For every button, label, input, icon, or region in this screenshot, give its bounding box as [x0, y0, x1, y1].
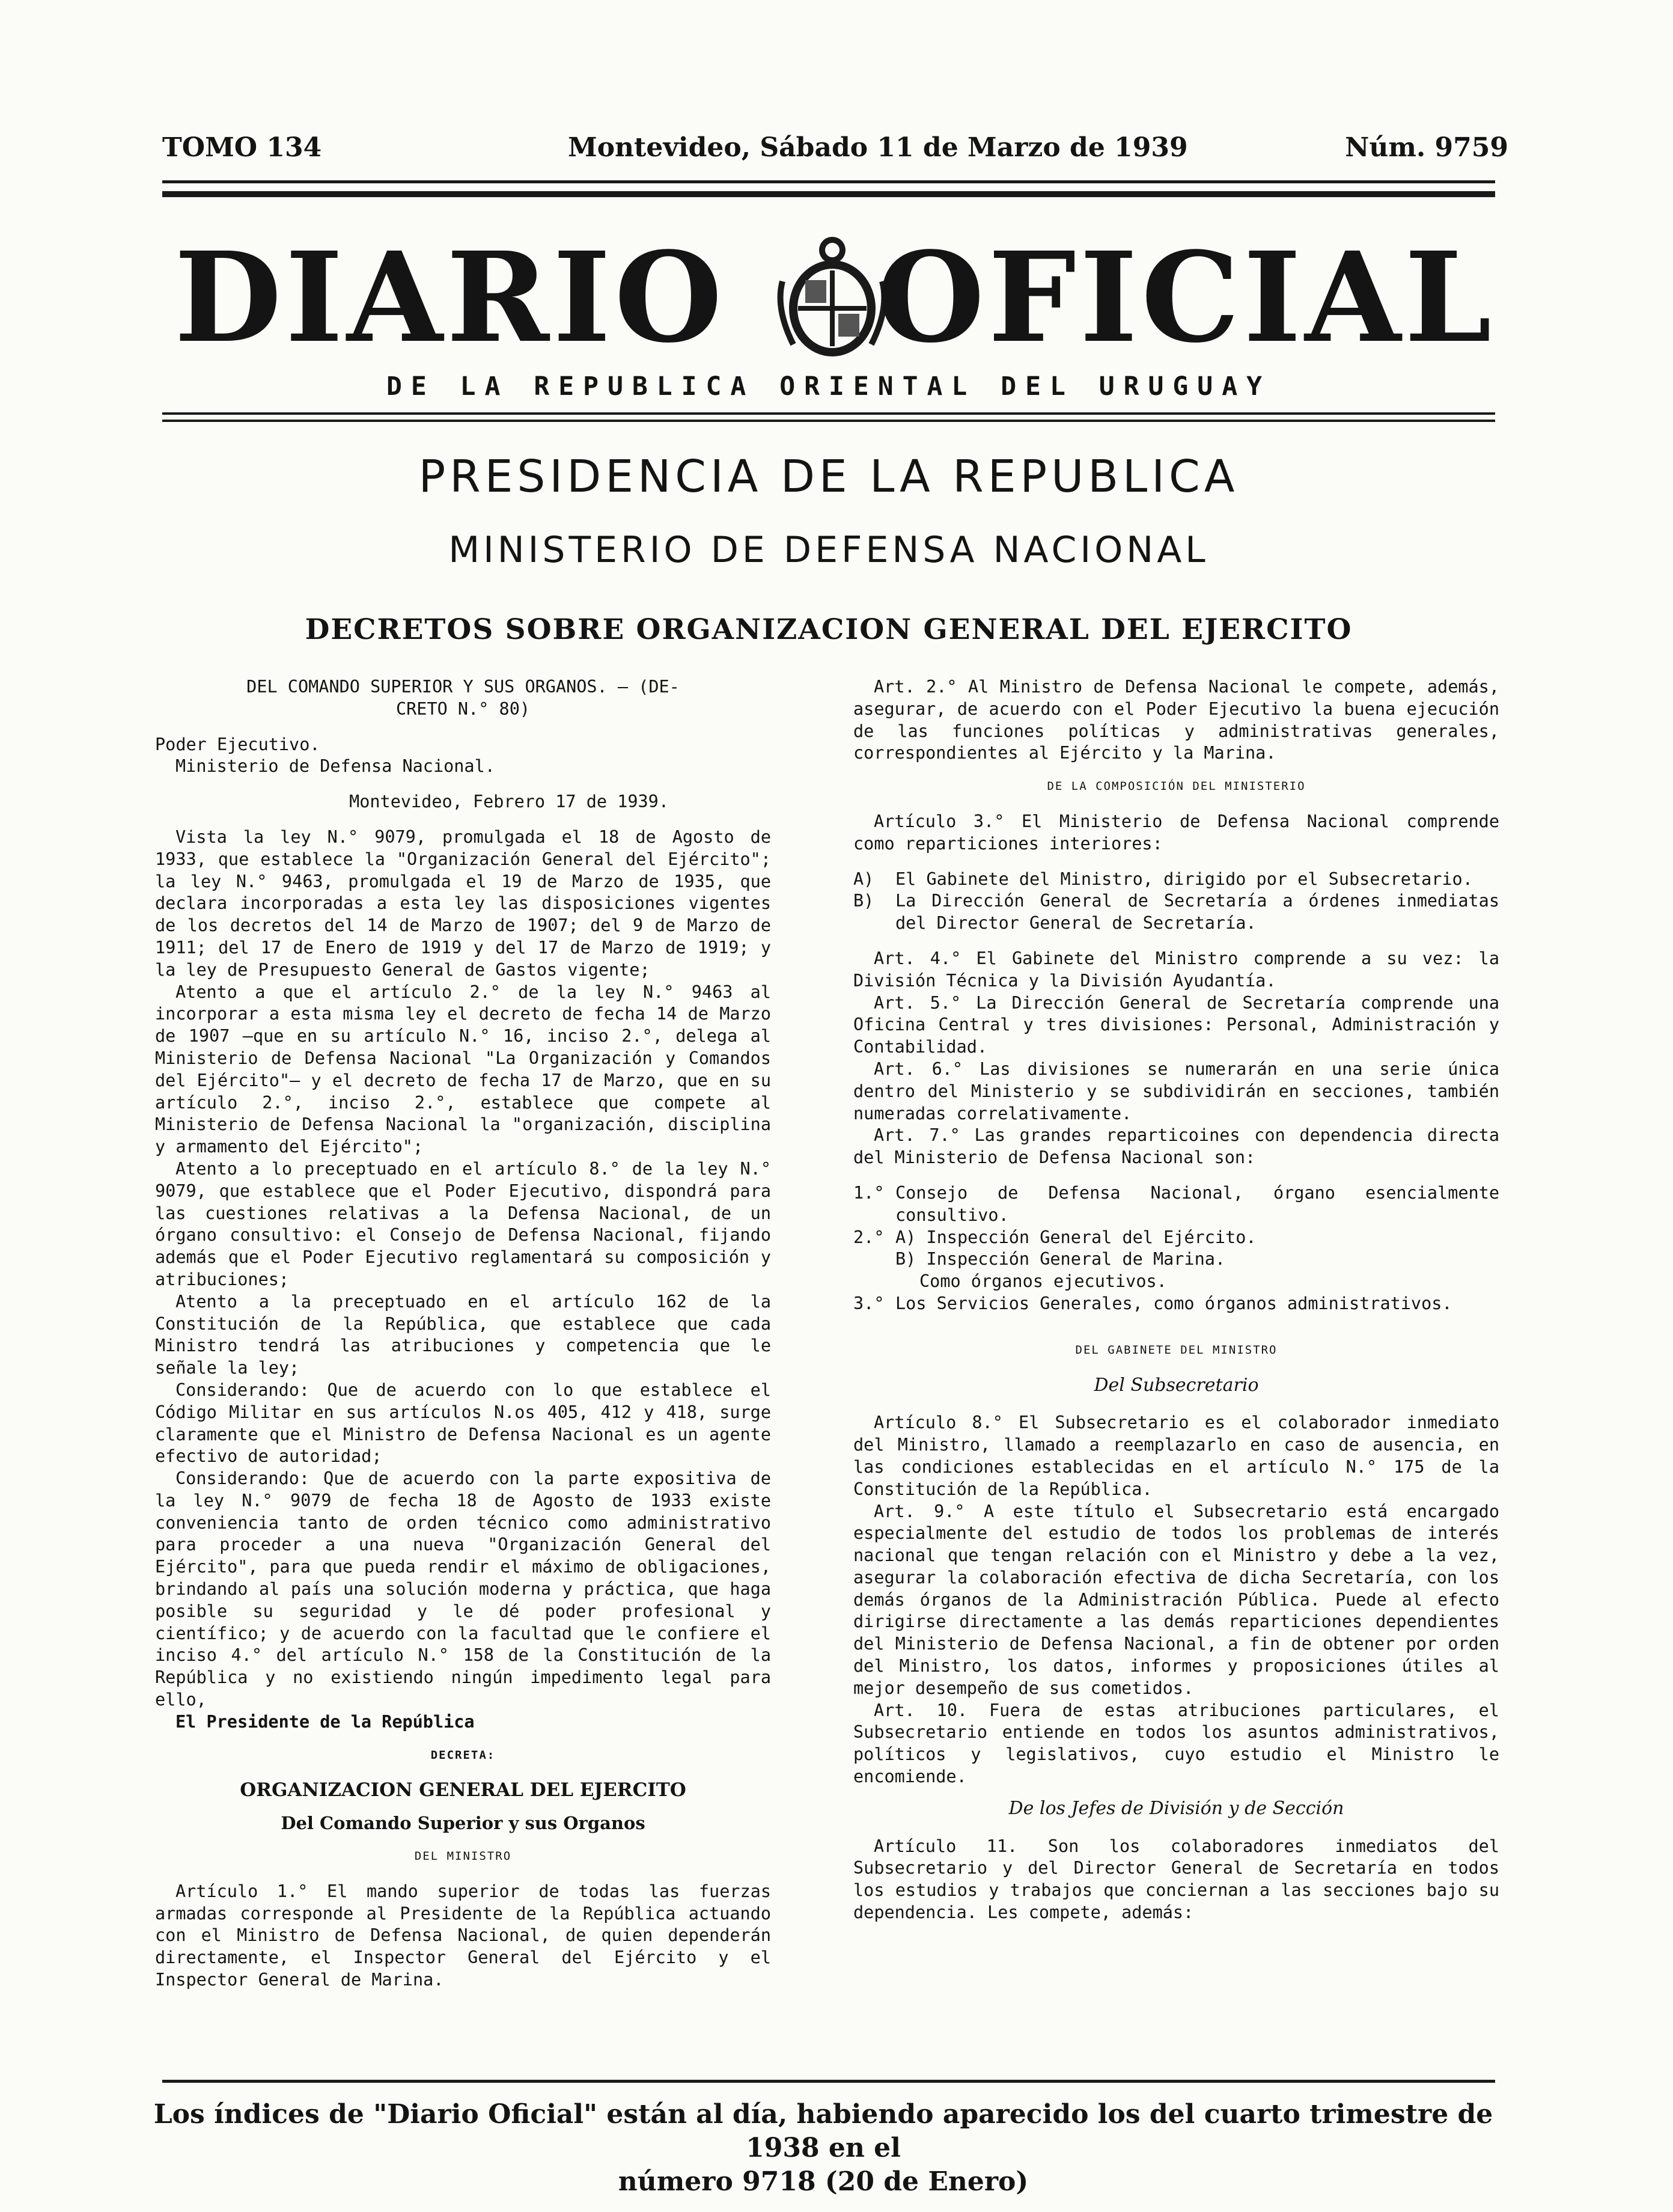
organizacion-title: ORGANIZACION GENERAL DEL EJERCITO [240, 1779, 686, 1801]
subtitle-rule-2 [162, 420, 1495, 422]
masthead-subtitle: DE LA REPUBLICA ORIENTAL DEL URUGUAY [386, 371, 1271, 402]
article-10: Art. 10. Fuera de estas atribuciones particulares, el Subsecretario entiende en todos los asuntos administrativos, políticos y legislativos, cuyo estudio el Ministro le encomiende. [853, 1700, 1499, 1787]
article-3: Artículo 3.° El Ministerio de Defensa Nacional comprende como reparticiones interiores: [853, 811, 1499, 854]
list-item: 2.° A) Inspección General del Ejército. [853, 1227, 1257, 1247]
left-column [155, 676, 771, 1991]
ministerio-line: Ministerio de Defensa Nacional. [175, 756, 495, 777]
comando-heading: Del Comando Superior y sus Organos [281, 1813, 645, 1834]
composicion-heading: DE LA COMPOSICIÓN DEL MINISTERIO [1047, 780, 1306, 793]
decreta-label: DECRETA: [430, 1748, 496, 1762]
footer-rule [162, 2080, 1495, 2083]
decree-date: Montevideo, Febrero 17 de 1939. [349, 792, 669, 812]
paragraph: Considerando: Que de acuerdo con la parte expositiva de la ley N.° 9079 de fecha 18 de Agosto de 1933 existe conveniencia tanto de orden técnico como administrativo para proceder a una nueva "Organización General del Ejército", para que pueda rendir el máximo de obligaciones, brindando al país una solución moderna y práctica, que haga posible su seguridad y le dé poder profesional y científico; y de acuerdo con la facultad que le confiere el inciso 4.° del artículo N.° 158 de la Constitución de la República y no existiendo ningún impedimento legal para ello, [155, 1468, 771, 1710]
gabinete-heading: DEL GABINETE DEL MINISTRO [1075, 1343, 1278, 1357]
right-column [853, 676, 1499, 1924]
paragraph: Considerando: Que de acuerdo con lo que establece el Código Militar en sus artículos N.os 405, 412 y 418, surge claramente que el Ministro de Defensa Nacional es un agente efectivo de autoridad; [155, 1379, 771, 1467]
article-4: Art. 4.° El Gabinete del Ministro comprende a su vez: la División Técnica y la División Ayudantía. [853, 948, 1499, 991]
article-9: Art. 9.° A este título el Subsecretario está encargado especialmente del estudio de todos los problemas de interés nacional que tengan relación con el Ministro y debe a la vez, asegurar la colaboración efectiva de dicha Secretaría, con los demás órganos de la Administración Pública. Puede al efecto dirigirse directamente a las demás reparticiones dependientes del Ministerio de Defensa Nacional, a fin de obtener por orden del Ministro, los datos, informes y proposiciones útiles al mejor desempeño de sus cometidos. [853, 1501, 1499, 1698]
masthead-title-left: DIARIO [174, 225, 726, 370]
masthead-title-right: OFICIAL [876, 225, 1495, 370]
paragraph: Atento a lo preceptuado en el artículo 8.° de la ley N.° 9079, que establece que el Poder Ejecutivo, dispondrá para las cuestiones relativas a la Defensa Nacional, de un órgano consultivo: el Consejo de Defensa Nacional, fijando además que el Poder Ejecutivo reglamentará su composición y atribuciones; [155, 1158, 771, 1289]
section-presidencia: PRESIDENCIA DE LA REPUBLICA [418, 451, 1239, 503]
footer-line: número 9718 (20 de Enero) [618, 2166, 1029, 2197]
jefes-heading: De los Jefes de División y de Sección [1008, 1797, 1344, 1819]
article-6: Art. 6.° Las divisiones se numerarán en una serie única dentro del Ministerio y se subdividirán en secciones, también numeradas correlativamente. [853, 1059, 1499, 1123]
footer-notice [138, 2098, 1508, 2199]
decree-number: CRETO N.° 80) [395, 698, 531, 719]
list-subitem: B) Inspección General de Marina. [895, 1249, 1226, 1269]
paragraph: Atento a la preceptuado en el artículo 162 de la Constitución de la República, que establece que cada Ministro tendrá las atribuciones y competencia que le señale la ley; [155, 1291, 771, 1378]
subsecretario-heading: Del Subsecretario [1094, 1374, 1259, 1396]
list-item: A) El Gabinete del Ministro, dirigido por el Subsecretario. [853, 869, 1473, 889]
presidente-line: El Presidente de la República [175, 1711, 475, 1732]
decree-heading: DEL COMANDO SUPERIOR Y SUS ORGANOS. — (DE- [246, 677, 680, 697]
header-rule-thick [162, 191, 1495, 197]
list-subitem: Como órganos ejecutivos. [919, 1271, 1167, 1292]
section-decretos: DECRETOS SOBRE ORGANIZACION GENERAL DEL EJERCITO [305, 613, 1353, 646]
volume-label: TOMO 134 [162, 132, 322, 163]
del-ministro-heading: DEL MINISTRO [414, 1850, 512, 1863]
issue-number: Núm. 9759 [1345, 132, 1508, 163]
article-11: Artículo 11. Son los colaboradores inmediatos del Subsecretario y del Director General de Secretaría en todos los estudios y trabajos que conciernan a las secciones bajo su dependencia. Les compete, además: [853, 1836, 1499, 1923]
section-ministerio: MINISTERIO DE DEFENSA NACIONAL [448, 529, 1209, 571]
article-1: Artículo 1.° El mando superior de todas las fuerzas armadas corresponde al Presidente de la República actuando con el Ministro de Defensa Nacional, de quien dependerán directamente, el Inspector General del Ejército y el Inspector General de Marina. [155, 1881, 771, 1990]
paragraph: Vista la ley N.° 9079, promulgada el 18 de Agosto de 1933, que establece la "Organización General del Ejército"; la ley N.° 9463, promulgada el 19 de Marzo de 1935, que declara incorporadas a esta ley las disposiciones vigentes de los decretos del 14 de Marzo de 1907; del 9 de Marzo de 1911; del 17 de Enero de 1919 y del 17 de Marzo de 1919; y la ley de Presupuesto General de Gastos vigente; [155, 826, 771, 980]
issue-header [162, 132, 1508, 174]
list-item: 3.° Los Servicios Generales, como órganos administrativos. [853, 1293, 1452, 1313]
masthead [162, 225, 1495, 370]
list-item: 1.° Consejo de Defensa Nacional, órgano esencialmente consultivo. [853, 1182, 1499, 1225]
header-rule [162, 180, 1495, 183]
poder-ejecutivo: Poder Ejecutivo. [155, 734, 320, 754]
article-2: Art. 2.° Al Ministro de Defensa Nacional le compete, además, asegurar, de acuerdo con el Poder Ejecutivo la buena ejecución de las funciones políticas y administrativas generales, correspondientes al Ejército y la Marina. [853, 677, 1499, 763]
issue-date: Montevideo, Sábado 11 de Marzo de 1939 [568, 132, 1188, 163]
article-8: Artículo 8.° El Subsecretario es el colaborador inmediato del Ministro, llamado a reemplazarlo en caso de ausencia, en las condiciones establecidas en el artículo N.° 175 de la Constitución de la República. [853, 1413, 1499, 1499]
article-7: Art. 7.° Las grandes reparticoines con dependencia directa del Ministerio de Defensa Nacional son: [853, 1125, 1499, 1168]
list-item: B) La Dirección General de Secretaría a órdenes inmediatas del Director General de Secretaría. [853, 891, 1499, 933]
coat-of-arms-icon [775, 233, 889, 359]
article-5: Art. 5.° La Dirección General de Secretaría comprende una Oficina Central y tres divisiones: Personal, Administración y Contabilidad. [853, 992, 1499, 1057]
paragraph: Atento a que el artículo 2.° de la ley N.° 9463 al incorporar a esta misma ley el decreto de fecha 14 de Marzo de 1907 —que en su artículo N.° 16, inciso 2.°, delega al Ministerio de Defensa Nacional "La Organización y Comandos del Ejército"— y el decreto de fecha 17 de Marzo, que en su artículo 2.°, inciso 2.°, establece que compete al Ministerio de Defensa Nacional la "organización, disciplina y armamento del Ejército"; [155, 982, 771, 1157]
footer-line: Los índices de "Diario Oficial" están al día, habiendo aparecido los del cuarto trimestre de 1938 en el [153, 2099, 1493, 2163]
subtitle-rule [162, 412, 1495, 415]
